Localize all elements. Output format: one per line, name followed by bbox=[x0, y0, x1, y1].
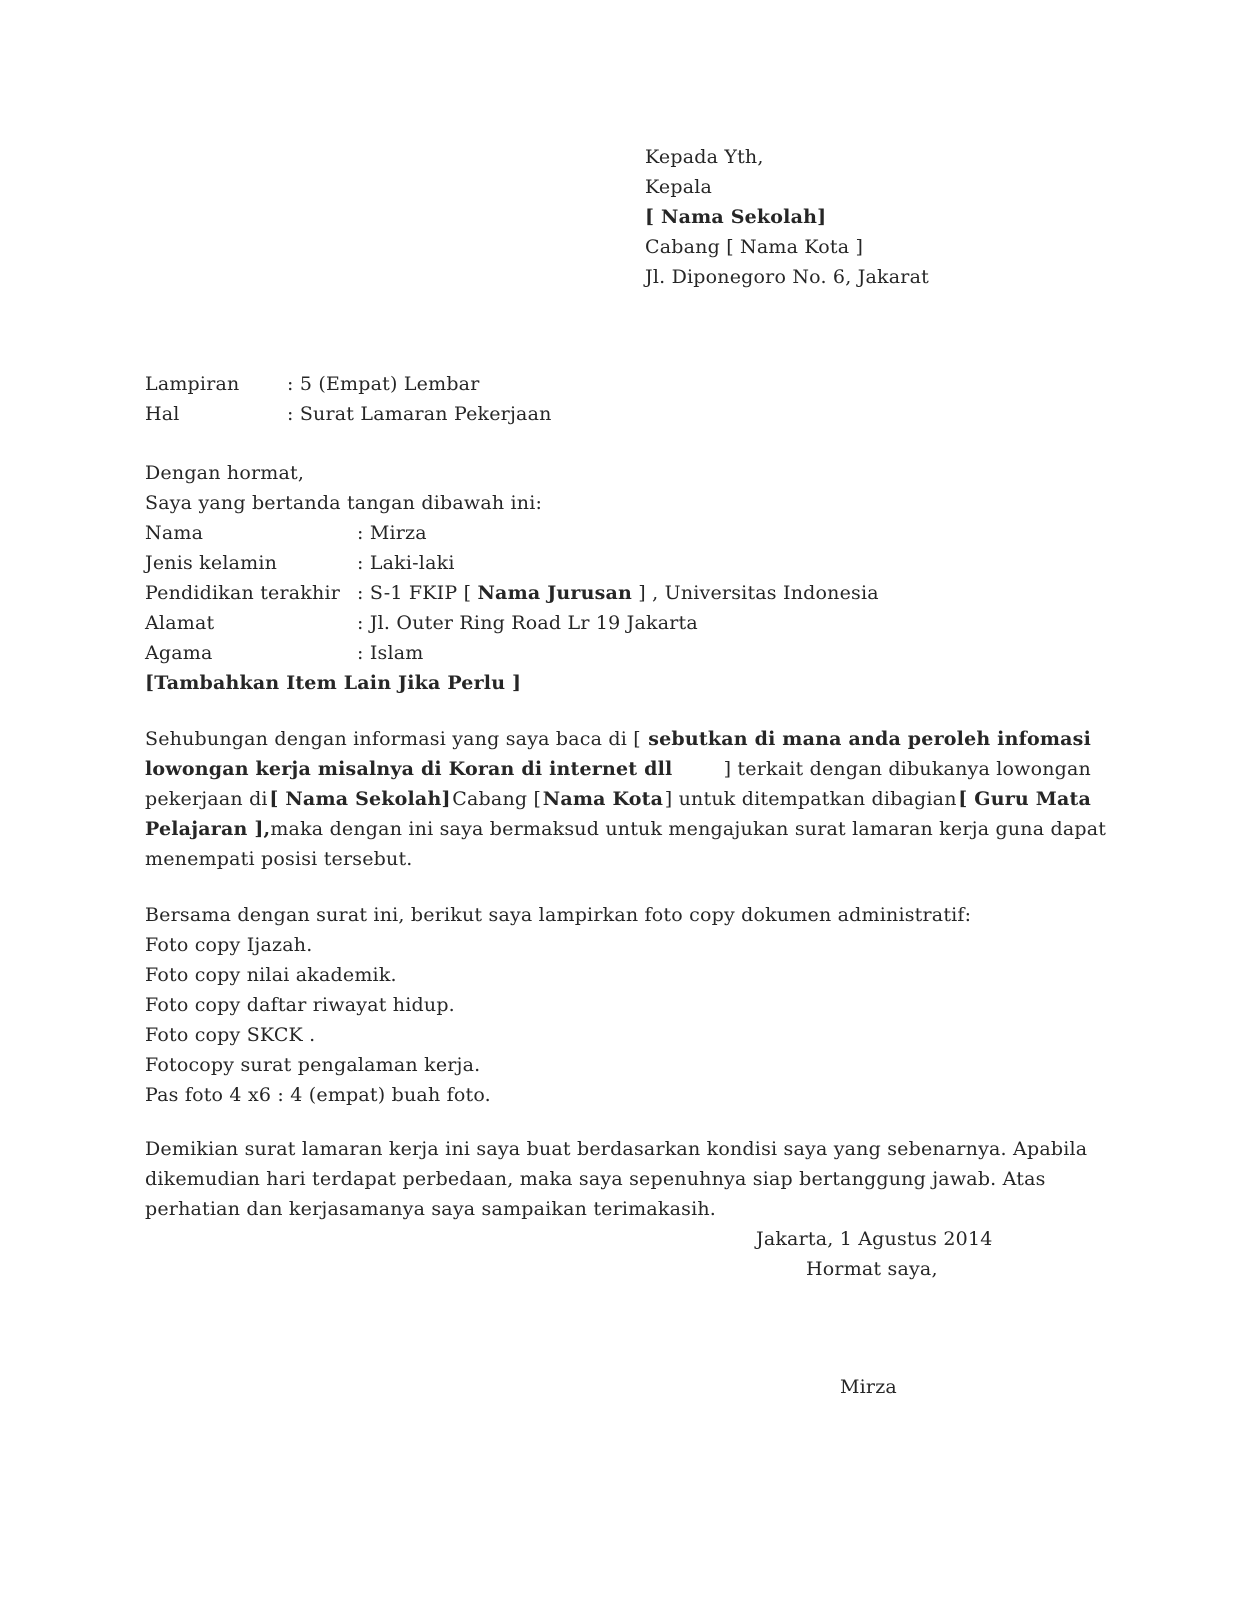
education-value bbox=[357, 578, 879, 608]
greeting: Dengan hormat, bbox=[145, 462, 305, 484]
regards: Hormat saya, bbox=[806, 1258, 938, 1280]
attachments-intro: Bersama dengan surat ini, berikut saya lampirkan foto copy dokumen administratif: bbox=[145, 904, 972, 926]
nama-value: : Mirza bbox=[357, 522, 427, 544]
body-l1-b: sebutkan di mana anda peroleh infomasi bbox=[648, 728, 1091, 750]
gender-value: : Laki-laki bbox=[357, 552, 455, 574]
signer-name: Mirza bbox=[840, 1376, 897, 1398]
agama-label: Agama bbox=[145, 642, 213, 664]
attachment-item: Foto copy Ijazah. bbox=[145, 934, 313, 956]
recipient-address: Jl. Diponegoro No. 6, Jakarat bbox=[645, 266, 929, 288]
alamat-label: Alamat bbox=[145, 612, 215, 634]
body-line-4 bbox=[145, 814, 1107, 844]
add-more-note: [Tambahkan Item Lain Jika Perlu ] bbox=[145, 672, 522, 694]
body-line-2 bbox=[145, 754, 1091, 784]
education-label: Pendidikan terakhir bbox=[145, 582, 341, 604]
recipient-branch: Cabang [ Nama Kota ] bbox=[645, 236, 864, 258]
attachment-item: Foto copy SKCK . bbox=[145, 1024, 316, 1046]
closing-line-1: Demikian surat lamaran kerja ini saya buat berdasarkan kondisi saya yang sebenarnya. Apabila bbox=[145, 1138, 1088, 1160]
body-l3-e: ] untuk ditempatkan dibagian bbox=[664, 788, 957, 810]
body-l3-c: Cabang [ bbox=[452, 788, 542, 810]
lampiran-label: Lampiran bbox=[145, 373, 240, 395]
body-l3-b: [ Nama Sekolah] bbox=[269, 788, 451, 810]
body-line-3 bbox=[145, 784, 1091, 814]
body-l4-a: Pelajaran ], bbox=[145, 818, 271, 840]
intro-line: Saya yang bertanda tangan dibawah ini: bbox=[145, 492, 543, 514]
body-line-1 bbox=[145, 724, 1091, 754]
closing-line-3: perhatian dan kerjasamanya saya sampaikan terimakasih. bbox=[145, 1198, 717, 1220]
recipient-line-kepala: Kepala bbox=[645, 176, 713, 198]
education-suffix: ] , Universitas Indonesia bbox=[638, 582, 879, 604]
body-l1-a: Sehubungan dengan informasi yang saya baca di [ bbox=[145, 728, 641, 750]
alamat-value: : Jl. Outer Ring Road Lr 19 Jakarta bbox=[357, 612, 698, 634]
agama-value: : Islam bbox=[357, 642, 424, 664]
hal-value: : Surat Lamaran Pekerjaan bbox=[287, 403, 552, 425]
body-l2-b: ] terkait dengan dibukanya lowongan bbox=[723, 758, 1091, 780]
attachment-item: Fotocopy surat pengalaman kerja. bbox=[145, 1054, 481, 1076]
education-prefix: : S-1 FKIP [ bbox=[357, 582, 472, 604]
body-l2-a: lowongan kerja misalnya di Koran di internet dll bbox=[145, 758, 673, 780]
recipient-school: [ Nama Sekolah] bbox=[645, 206, 827, 228]
nama-label: Nama bbox=[145, 522, 204, 544]
hal-label: Hal bbox=[145, 403, 180, 425]
recipient-line-kepada: Kepada Yth, bbox=[645, 146, 764, 168]
attachment-item: Foto copy nilai akademik. bbox=[145, 964, 397, 986]
attachment-item: Foto copy daftar riwayat hidup. bbox=[145, 994, 455, 1016]
closing-line-2: dikemudian hari terdapat perbedaan, maka saya sepenuhnya siap bertanggung jawab. Atas bbox=[145, 1168, 1046, 1190]
lampiran-value: : 5 (Empat) Lembar bbox=[287, 373, 480, 395]
education-major: Nama Jurusan bbox=[477, 582, 633, 604]
body-l3-d: Nama Kota bbox=[542, 788, 664, 810]
body-line-5: menempati posisi tersebut. bbox=[145, 848, 413, 870]
body-l4-b: maka dengan ini saya bermaksud untuk mengajukan surat lamaran kerja guna dapat bbox=[270, 818, 1107, 840]
gender-label: Jenis kelamin bbox=[145, 552, 278, 574]
body-l3-a: pekerjaan di bbox=[145, 788, 268, 810]
attachment-item: Pas foto 4 x6 : 4 (empat) buah foto. bbox=[145, 1084, 491, 1106]
place-date: Jakarta, 1 Agustus 2014 bbox=[756, 1228, 993, 1250]
body-l3-f: [ Guru Mata bbox=[958, 788, 1091, 810]
